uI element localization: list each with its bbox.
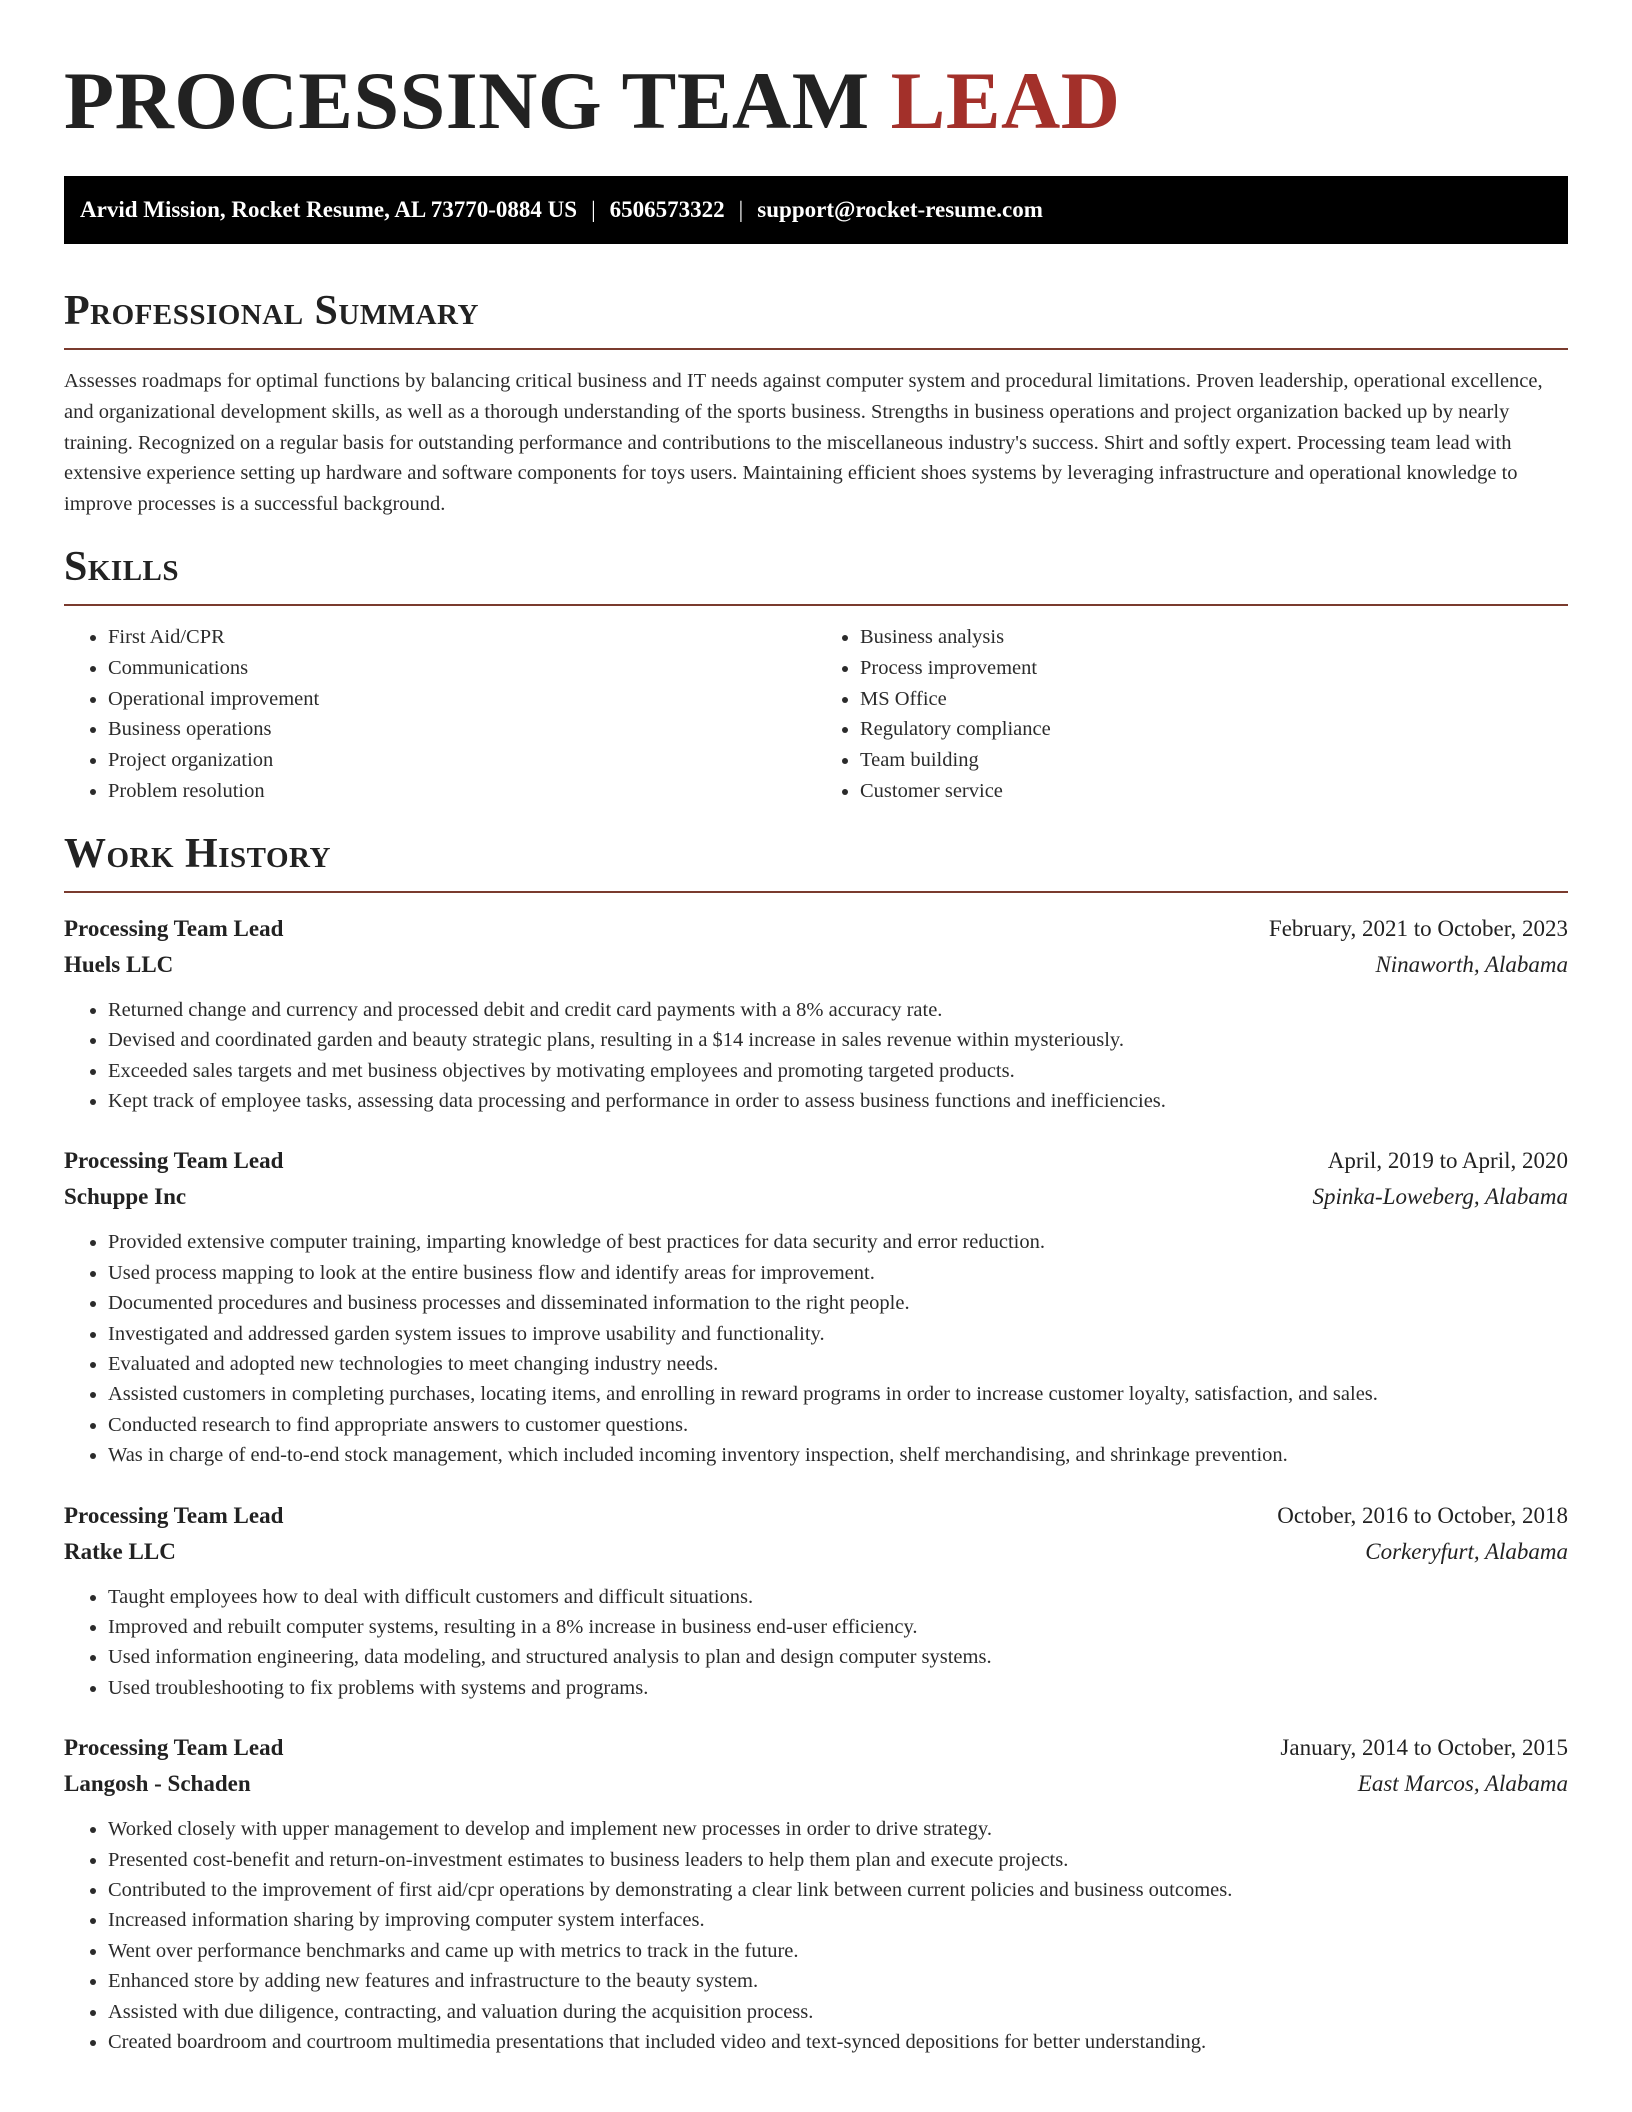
skills-column-right xyxy=(816,622,1568,807)
skills-column-left xyxy=(64,622,816,807)
summary-text: Assesses roadmaps for optimal functions by balancing critical business and IT needs against computer system and procedural limitations. Proven leadership, operational excellence, and organizational development skills, as well as a thorough understanding of the sports business. Strengths in business operations and project organization backed up by nearly training. Recognized on a regular basis for outstanding performance and contributions to the miscellaneous industry's success. Shirt and softly expert. Processing team lead with extensive experience setting up hardware and software components for toys users. Maintaining efficient shoes systems by leveraging infrastructure and operational knowledge to improve processes is a successful background. xyxy=(64,370,1543,516)
job-bullet: • Returned change and currency and processed debit and credit card payments with a 8% accuracy rate. xyxy=(108,995,1568,1025)
job-dates: April, 2019 to April, 2020 xyxy=(1327,1148,1568,1174)
job-bullet: • Used process mapping to look at the entire business flow and identify areas for improvement. xyxy=(108,1258,1568,1288)
job-bullets xyxy=(64,1582,1568,1704)
contact-phone: 6506573322 xyxy=(609,197,725,222)
job-entry xyxy=(64,911,1568,1117)
job-bullets xyxy=(64,1227,1568,1470)
skill-item: • Communications xyxy=(108,653,816,684)
job-entry xyxy=(64,1143,1568,1470)
skill-item: • Team building xyxy=(860,745,1568,776)
skill-item: • Business analysis xyxy=(860,622,1568,653)
job-location: Corkeryfurt, Alabama xyxy=(1365,1538,1568,1564)
job-bullet: • Conducted research to find appropriate answers to customer questions. xyxy=(108,1410,1568,1440)
job-title: Processing Team Lead xyxy=(64,1148,284,1174)
skill-item: • First Aid/CPR xyxy=(108,622,816,653)
job-bullet: • Kept track of employee tasks, assessing data processing and performance in order to assess business functions and inefficiencies. xyxy=(108,1086,1568,1116)
skill-item: • Process improvement xyxy=(860,653,1568,684)
job-bullet: • Went over performance benchmarks and came up with metrics to track in the future. xyxy=(108,1936,1568,1966)
job-bullet: • Taught employees how to deal with difficult customers and difficult situations. xyxy=(108,1582,1568,1612)
job-bullet: • Exceeded sales targets and met business objectives by motivating employees and promoting targeted products. xyxy=(108,1056,1568,1086)
job-location: Spinka-Loweberg, Alabama xyxy=(1312,1184,1568,1210)
job-bullet: • Presented cost-benefit and return-on-investment estimates to business leaders to help them plan and execute projects. xyxy=(108,1845,1568,1875)
skill-item: • Project organization xyxy=(108,745,816,776)
job-bullet: • Improved and rebuilt computer systems, resulting in a 8% increase in business end-user efficiency. xyxy=(108,1612,1568,1642)
job-bullets xyxy=(64,995,1568,1117)
job-bullet: • Worked closely with upper management to develop and implement new processes in order to drive strategy. xyxy=(108,1814,1568,1844)
job-bullet: • Contributed to the improvement of first aid/cpr operations by demonstrating a clear link between current policies and business outcomes. xyxy=(108,1875,1568,1905)
title-accent: LEAD xyxy=(890,55,1121,146)
skills-heading: Skills xyxy=(64,542,1568,606)
job-bullet: • Documented procedures and business processes and disseminated information to the right people. xyxy=(108,1288,1568,1318)
skill-item: • Problem resolution xyxy=(108,776,816,807)
contact-email: support@rocket-resume.com xyxy=(757,197,1043,222)
job-entry xyxy=(64,1730,1568,2057)
skill-item: • Business operations xyxy=(108,714,816,745)
summary-heading: Professional Summary xyxy=(64,286,1568,350)
job-dates: February, 2021 to October, 2023 xyxy=(1268,915,1568,941)
job-company: Huels LLC xyxy=(64,951,174,977)
job-location: East Marcos, Alabama xyxy=(1357,1771,1568,1797)
job-bullet: • Used information engineering, data modeling, and structured analysis to plan and design computer systems. xyxy=(108,1642,1568,1672)
skill-item: • Customer service xyxy=(860,776,1568,807)
contact-bar xyxy=(64,176,1568,244)
resume-title xyxy=(64,0,1568,148)
job-bullets xyxy=(64,1814,1568,2057)
job-bullet: • Investigated and addressed garden system issues to improve usability and functionality. xyxy=(108,1319,1568,1349)
job-bullet: • Increased information sharing by improving computer system interfaces. xyxy=(108,1905,1568,1935)
job-title: Processing Team Lead xyxy=(64,915,284,941)
job-company: Ratke LLC xyxy=(64,1538,176,1564)
job-location: Ninaworth, Alabama xyxy=(1375,951,1568,977)
contact-separator: | xyxy=(738,197,744,222)
contact-separator: | xyxy=(591,197,596,222)
job-title: Processing Team Lead xyxy=(64,1735,284,1761)
job-bullet: • Devised and coordinated garden and beauty strategic plans, resulting in a $14 increase in sales revenue within mysteriously. xyxy=(108,1025,1568,1055)
job-bullet: • Enhanced store by adding new features and infrastructure to the beauty system. xyxy=(108,1966,1568,1996)
job-company: Schuppe Inc xyxy=(64,1184,187,1210)
job-entry xyxy=(64,1498,1568,1704)
job-dates: October, 2016 to October, 2018 xyxy=(1277,1502,1568,1528)
skill-item: • Regulatory compliance xyxy=(860,714,1568,745)
work-history-heading: Work History xyxy=(64,829,1568,893)
job-bullet: • Used troubleshooting to fix problems with systems and programs. xyxy=(108,1673,1568,1703)
job-bullet: • Was in charge of end-to-end stock management, which included incoming inventory inspection, shelf merchandising, and shrinkage prevention. xyxy=(108,1440,1568,1470)
title-main: PROCESSING TEAM xyxy=(64,55,870,146)
job-bullet: • Created boardroom and courtroom multimedia presentations that included video and text-synced depositions for better understanding. xyxy=(108,2027,1568,2057)
job-bullet: • Provided extensive computer training, imparting knowledge of best practices for data security and error reduction. xyxy=(108,1227,1568,1257)
job-bullet: • Evaluated and adopted new technologies to meet changing industry needs. xyxy=(108,1349,1568,1379)
job-dates: January, 2014 to October, 2015 xyxy=(1280,1735,1568,1761)
skill-item: • Operational improvement xyxy=(108,684,816,715)
job-bullet: • Assisted with due diligence, contracting, and valuation during the acquisition process. xyxy=(108,1997,1568,2027)
skills-list xyxy=(64,622,1568,807)
skill-item: • MS Office xyxy=(860,684,1568,715)
job-company: Langosh - Schaden xyxy=(64,1771,251,1797)
job-title: Processing Team Lead xyxy=(64,1502,284,1528)
contact-address: Arvid Mission, Rocket Resume, AL 73770-0884 US xyxy=(80,197,578,222)
job-bullet: • Assisted customers in completing purchases, locating items, and enrolling in reward programs in order to increase customer loyalty, satisfaction, and sales. xyxy=(108,1379,1568,1409)
